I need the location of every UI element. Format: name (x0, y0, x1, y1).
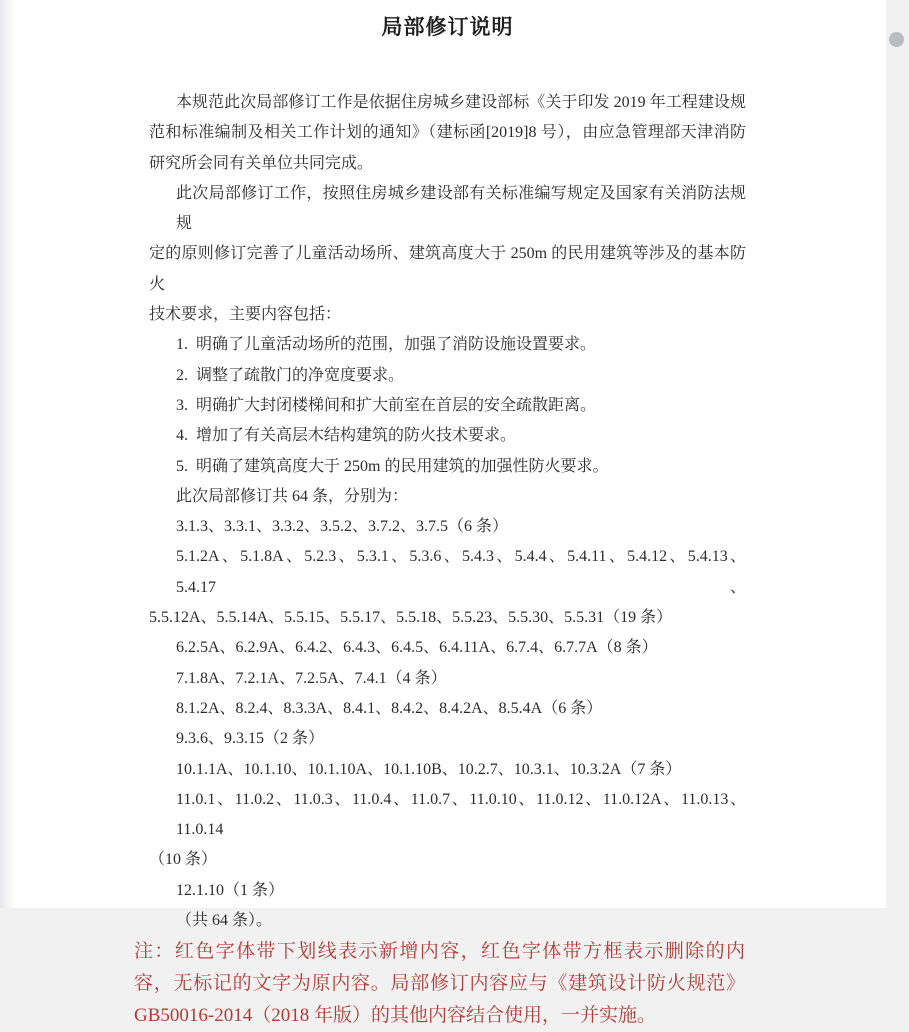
doc-line: （10 条） (149, 851, 218, 869)
doc-line: 7.1.8A、7.2.1A、7.2.5A、7.4.1（4 条） (176, 669, 447, 687)
doc-line: 12.1.10（1 条） (176, 881, 285, 899)
doc-line: 本规范此次局部修订工作是依据住房城乡建设部标《关于印发 2019 年工程建设规 (176, 94, 746, 111)
doc-line: 定的原则修订完善了儿童活动场所、建筑高度大于 250m 的民用建筑等涉及的基本防火 (149, 245, 746, 293)
doc-line: 此次局部修订工作，按照住房城乡建设部有关标准编写规定及国家有关消防法规规 (176, 184, 746, 233)
doc-line: 9.3.6、9.3.15（2 条） (176, 730, 325, 748)
page-content (134, 0, 746, 1032)
doc-line: 3.1.3、3.3.1、3.3.2、3.5.2、3.7.2、3.7.5（6 条） (176, 518, 509, 536)
doc-line: 研究所会同有关单位共同完成。 (149, 154, 374, 172)
doc-body (149, 88, 746, 936)
doc-line: 10.1.1A、10.1.10、10.1.10A、10.1.10B、10.2.7、10.3.1、10.3.2A（7 条） (176, 760, 682, 778)
page-edge-shadow (0, 0, 16, 908)
scroll-thumb[interactable] (889, 32, 904, 47)
doc-list-item: 2. 调整了疏散门的净宽度要求。 (176, 366, 405, 384)
doc-title: 局部修订说明 (381, 16, 514, 39)
doc-line: 技术要求，主要内容包括： (149, 306, 342, 324)
doc-line: 8.1.2A、8.2.4、8.3.3A、8.4.1、8.4.2、8.4.2A、8.5.4A（6 条） (176, 699, 603, 717)
doc-list-item: 5. 明确了建筑高度大于 250m 的民用建筑的加强性防火要求。 (176, 457, 609, 475)
doc-line: 5.1.2A、5.1.8A、5.2.3、5.3.1、5.3.6、5.4.3、5.4.4、5.4.11、5.4.12、5.4.13、5.4.17、 (176, 548, 746, 596)
doc-line: 6.2.5A、6.2.9A、6.4.2、6.4.3、6.4.5、6.4.11A、6.7.4、6.7.7A（8 条） (176, 639, 658, 657)
doc-list-item: 1. 明确了儿童活动场所的范围，加强了消防设施设置要求。 (176, 336, 597, 354)
doc-line: （共 64 条）。 (176, 912, 273, 930)
note-line: GB50016-2014（2018 年版）的其他内容结合使用，一并实施。 (134, 1005, 656, 1027)
revision-note (134, 936, 745, 1032)
doc-line: 此次局部修订共 64 条，分别为： (176, 487, 409, 505)
doc-line: 5.5.12A、5.5.14A、5.5.15、5.5.17、5.5.18、5.5.23、5.5.30、5.5.31（19 条） (149, 609, 673, 627)
doc-list-item: 4. 增加了有关高层木结构建筑的防火技术要求。 (176, 427, 517, 445)
note-line: 容，无标记的文字为原内容。局部修订内容应与《建筑设计防火规范》 (134, 973, 745, 995)
doc-list-item: 3. 明确扩大封闭楼梯间和扩大前室在首层的安全疏散距离。 (176, 396, 597, 414)
doc-line: 范和标准编制及相关工作计划的通知》（建标函[2019]8 号），由应急管理部天津消防 (149, 124, 746, 142)
doc-line: 11.0.1、11.0.2、11.0.3、11.0.4、11.0.7、11.0.10、11.0.12、11.0.12A、11.0.13、11.0.14 (176, 790, 746, 839)
note-line: 注：红色字体带下划线表示新增内容，红色字体带方框表示删除的内 (134, 941, 745, 963)
